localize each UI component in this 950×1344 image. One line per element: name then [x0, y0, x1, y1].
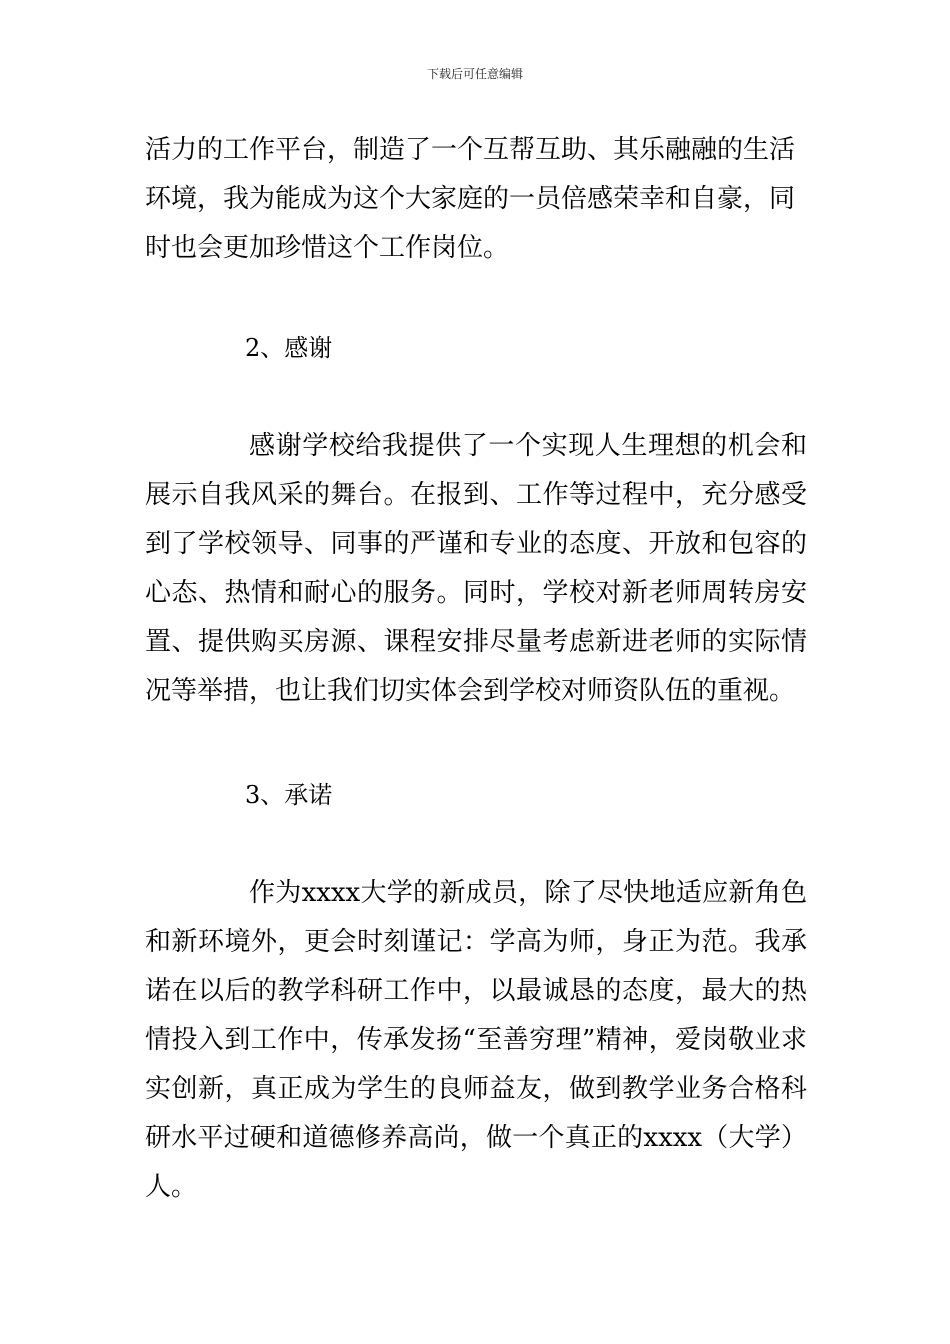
header-note: 下载后可任意编辑 — [426, 67, 523, 81]
paragraph-line: 时也会更加珍惜这个工作岗位。 — [145, 233, 510, 263]
paragraph-thanks-wrapper — [145, 422, 807, 716]
section-heading-thanks-wrapper — [145, 324, 807, 373]
paragraph-thanks: 感谢学校给我提供了一个实现人生理想的机会和展示自我风采的舞台。在报到、工作等过程中，充分感受到了学校领导、同事的严谨和专业的态度、开放和包容的心态、热情和耐心的服务。同时，学校对新老师周转房安置、提供购买房源、课程安排尽量考虑新进老师的实际情况等举措，也让我们切实体会到学校对师资队伍的重视。 — [145, 431, 807, 706]
paragraph-promise-wrapper — [145, 869, 807, 1212]
paragraph-continuation — [145, 126, 807, 273]
section-heading-promise: 3、承诺 — [245, 781, 333, 809]
paragraph-promise: 作为xxxx大学的新成员，除了尽快地适应新角色和新环境外，更会时刻谨记：学高为师，身正为范。我承诺在以后的教学科研工作中，以最诚恳的态度，最大的热情投入到工作中，传承发扬“至善穷理”精神，爱岗敬业求实创新，真正成为学生的良师益友，做到教学业务合格科研水平过硬和道德修养高尚，做一个真正的xxxx（大学）人。 — [145, 878, 807, 1202]
paragraph-line: 活力的工作平台，制造了一个互帮互助、其乐融融的生活 — [145, 135, 796, 165]
paragraph-line: 环境，我为能成为这个大家庭的一员倍感荣幸和自豪，同 — [145, 184, 796, 214]
section-heading-thanks: 2、感谢 — [245, 334, 333, 362]
section-heading-promise-wrapper — [145, 771, 807, 820]
